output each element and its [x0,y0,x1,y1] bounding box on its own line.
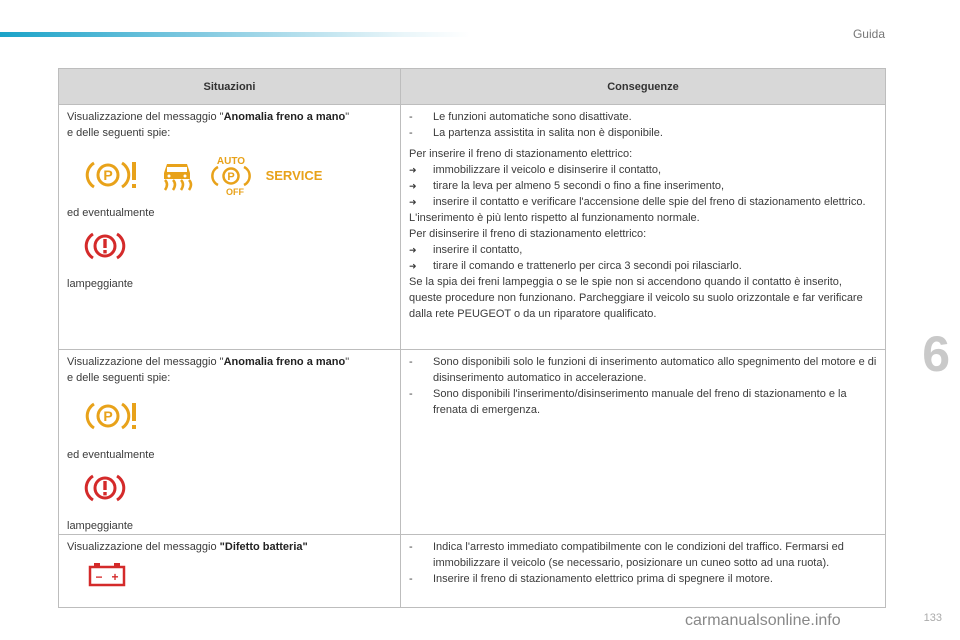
procedure-heading: Per disinserire il freno di stazionamento elettrico: [409,228,647,240]
situation-cell [59,105,401,350]
warning-lamps-optional [87,473,392,508]
situation-line: e delle seguenti spie: [67,127,171,139]
situation-message: Visualizzazione del messaggio "Difetto batteria" [67,541,308,553]
procedure-note: L'inserimento è più lento rispetto al funzionamento normale. [409,212,700,224]
svg-text:P: P [103,408,113,424]
dash-item [409,539,877,571]
arrow-item [409,178,877,194]
dash-bullet: - [409,388,413,400]
procedure-warning: Se la spia dei freni lampeggia o se le spie non si accendono quando il contatto è inserito, queste procedure non funzionano. Parcheggiare il veicolo su suolo orizzontale e far verificare dalla rete PEUGEOT o da un riparatore qualificato. [409,276,863,320]
arrow-item [409,162,877,178]
table-row [59,535,886,608]
warning-lamps [87,400,392,437]
col-header-situazioni: Situazioni [59,69,401,105]
warning-lamps [87,561,392,592]
consequence-cell [401,105,886,350]
warning-lamps [87,155,392,195]
situation-blinking: lampeggiante [67,278,134,290]
svg-text:OFF: OFF [226,187,244,197]
situation-cell [59,535,401,608]
table-header-row [59,69,886,105]
consequence-text: Le funzioni automatiche sono disattivate. [433,111,632,123]
dash-item [409,354,877,386]
brake-warning-icon [87,231,123,261]
situation-cell [59,350,401,535]
parking-brake-fault-icon [87,159,141,191]
section-title: Guida [852,27,885,41]
consequence-text: Indica l'arresto immediato compatibilmente con le condizioni del traffico. Fermarsi ed immobilizzare il veicolo (se necessario, posizionare un cuneo sotto ad una ruota). [433,541,844,569]
dash-item [409,109,877,125]
situation-blinking: lampeggiante [67,520,134,532]
stability-control-icon [161,158,193,192]
service-icon [265,165,323,185]
dash-item [409,125,877,141]
consequence-text: Sono disponibili l'inserimento/disinserimento manuale del freno di stazionamento e la frenata di emergenza. [433,388,847,416]
procedure-step: inserire il contatto e verificare l'accensione delle spie del freno di stazionamento elettrico. [433,196,866,208]
dash-item [409,386,877,418]
warning-lamps-optional [87,231,392,266]
battery-icon [87,561,127,587]
situation-message: Visualizzazione del messaggio "Anomalia freno a mano" [67,356,350,368]
svg-text:+: + [111,570,119,584]
dash-bullet: - [409,573,413,585]
situation-optional: ed eventualmente [67,207,155,219]
arrow-bullet-icon: ➜ [409,261,417,271]
consequence-text: Sono disponibili solo le funzioni di inserimento automatico allo spegnimento del motore e di disinserimento automatico in accelerazione. [433,356,877,384]
page-number: 133 [923,612,942,624]
dash-bullet: - [409,356,413,368]
col-header-conseguenze: Conseguenze [401,69,886,105]
procedure-step: immobilizzare il veicolo e disinserire il contatto, [433,164,662,176]
arrow-bullet-icon: ➜ [409,245,417,255]
svg-text:P: P [227,171,235,183]
consequence-cell [401,350,886,535]
arrow-item [409,242,877,258]
consequence-text: Inserire il freno di stazionamento elettrico prima di spegnere il motore. [433,573,773,585]
table-row [59,350,886,535]
arrow-item [409,258,877,274]
dash-item [409,571,877,587]
procedure-heading: Per inserire il freno di stazionamento elettrico: [409,148,633,160]
auto-parking-off-icon [213,155,249,195]
chapter-number: 6 [922,326,950,382]
svg-text:AUTO: AUTO [216,156,246,167]
brake-warning-icon [87,473,123,503]
svg-text:P: P [103,167,113,183]
consequence-cell [401,535,886,608]
diagnostics-table [58,68,886,608]
arrow-bullet-icon: ➜ [409,181,417,191]
dash-bullet: - [409,127,413,139]
watermark: carmanualsonline.info [685,612,841,629]
svg-text:SERVICE: SERVICE [265,168,323,183]
svg-text:−: − [95,570,103,584]
table-row [59,105,886,350]
procedure-step: tirare il comando e trattenerlo per circa 3 secondi poi rilasciarlo. [433,260,742,272]
situation-line: e delle seguenti spie: [67,372,171,384]
arrow-bullet-icon: ➜ [409,165,417,175]
parking-brake-fault-icon [87,400,141,432]
situation-message: Visualizzazione del messaggio "Anomalia freno a mano" [67,111,350,123]
procedure-step: inserire il contatto, [433,244,523,256]
dash-bullet: - [409,111,413,123]
arrow-bullet-icon: ➜ [409,197,417,207]
arrow-item [409,194,877,210]
situation-optional: ed eventualmente [67,449,155,461]
dash-bullet: - [409,541,413,553]
procedure-step: tirare la leva per almeno 5 secondi o fino a fine inserimento, [433,180,725,192]
consequence-text: La partenza assistita in salita non è disponibile. [433,127,663,139]
header-accent-bar [0,32,470,37]
